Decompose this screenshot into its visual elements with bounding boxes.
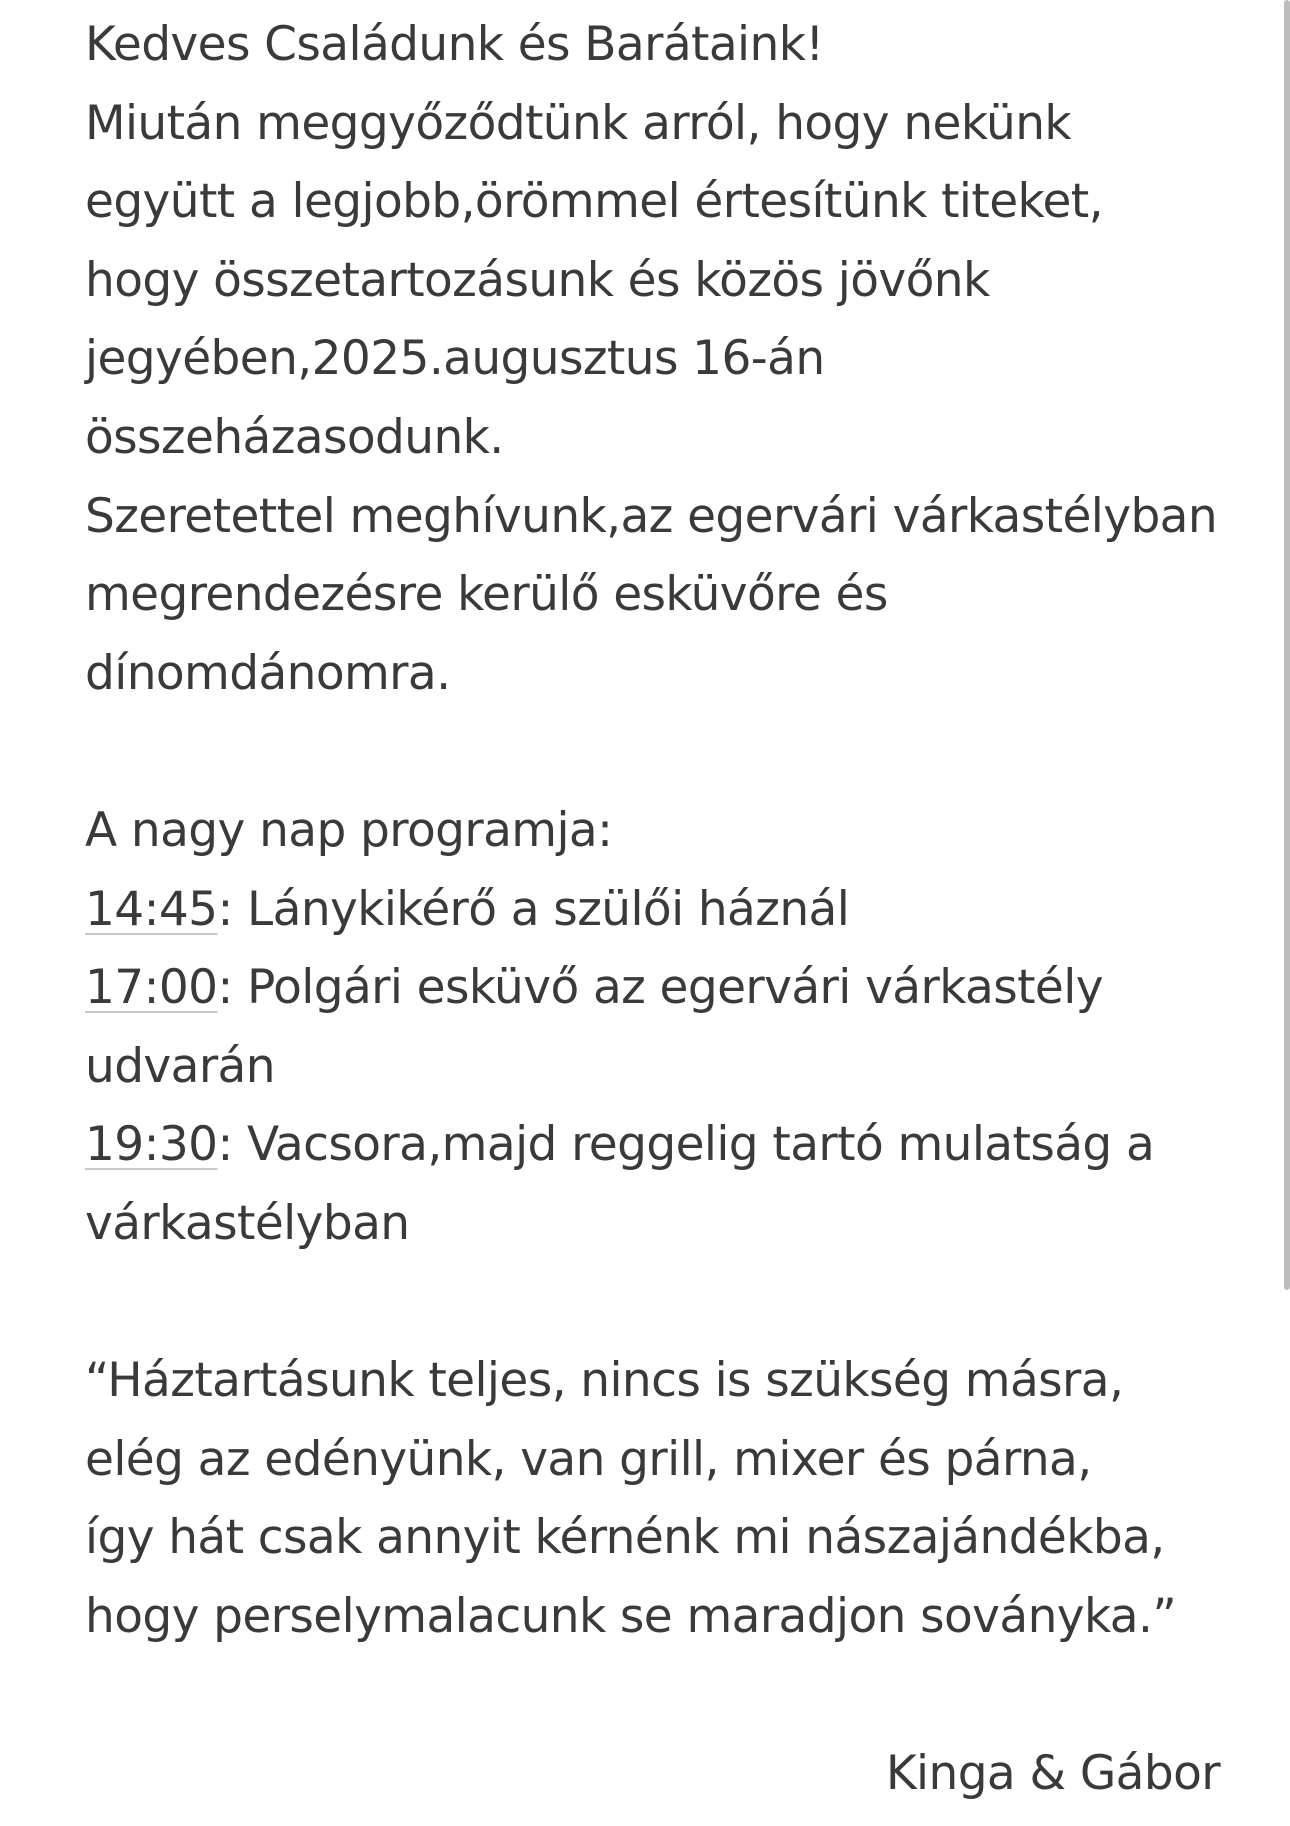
program-item-text: : Lánykikérő a szülői háznál xyxy=(217,881,850,937)
program-item-continuation: udvarán xyxy=(85,1038,275,1094)
poem-line: “Háztartásunk teljes, nincs is szükség másra, xyxy=(85,1353,1124,1409)
program-item xyxy=(85,871,1245,950)
greeting-line: Kedves Családunk és Barátaink! xyxy=(85,17,824,72)
time-link[interactable]: 17:00 xyxy=(85,960,218,1016)
program-title: A nagy nap programja: xyxy=(85,802,613,858)
signature: Kinga & Gábor xyxy=(885,1746,1220,1802)
intro-line: jegyében,2025.augusztus 16-án xyxy=(85,331,825,387)
blank-line xyxy=(85,1264,1245,1343)
intro-line: összeházasodunk. xyxy=(85,409,504,465)
time-link[interactable]: 14:45 xyxy=(85,881,218,937)
blank-line xyxy=(85,713,1245,792)
intro-line: Szeretettel meghívunk,az egervári várkastélyban xyxy=(85,488,1218,544)
program-item-text: : Vacsora,majd reggelig tartó mulatság a xyxy=(217,1117,1155,1173)
blank-line xyxy=(85,1656,1245,1735)
program-item-text: : Polgári esküvő az egervári várkastély xyxy=(217,960,1103,1016)
intro-line: Miután meggyőződtünk arról, hogy nekünk xyxy=(85,95,1071,151)
poem-line: elég az edényünk, van grill, mixer és párna, xyxy=(85,1431,1092,1487)
program-item xyxy=(85,1106,1245,1185)
poem-line: így hát csak annyit kérnénk mi nászajándékba, xyxy=(85,1510,1165,1566)
vertical-scrollbar[interactable] xyxy=(1284,0,1290,1290)
note-body[interactable] xyxy=(85,6,1245,1814)
intro-line: megrendezésre kerülő esküvőre és xyxy=(85,567,888,623)
intro-line: dínomdánomra. xyxy=(85,645,451,701)
intro-line: együtt a legjobb,örömmel értesítünk titeket, xyxy=(85,174,1103,230)
program-item-continuation: várkastélyban xyxy=(85,1195,410,1251)
poem-line: hogy perselymalacunk se maradjon soványka.” xyxy=(85,1588,1177,1644)
program-item xyxy=(85,949,1245,1028)
time-link[interactable]: 19:30 xyxy=(85,1117,218,1173)
intro-line: hogy összetartozásunk és közös jövőnk xyxy=(85,252,990,308)
